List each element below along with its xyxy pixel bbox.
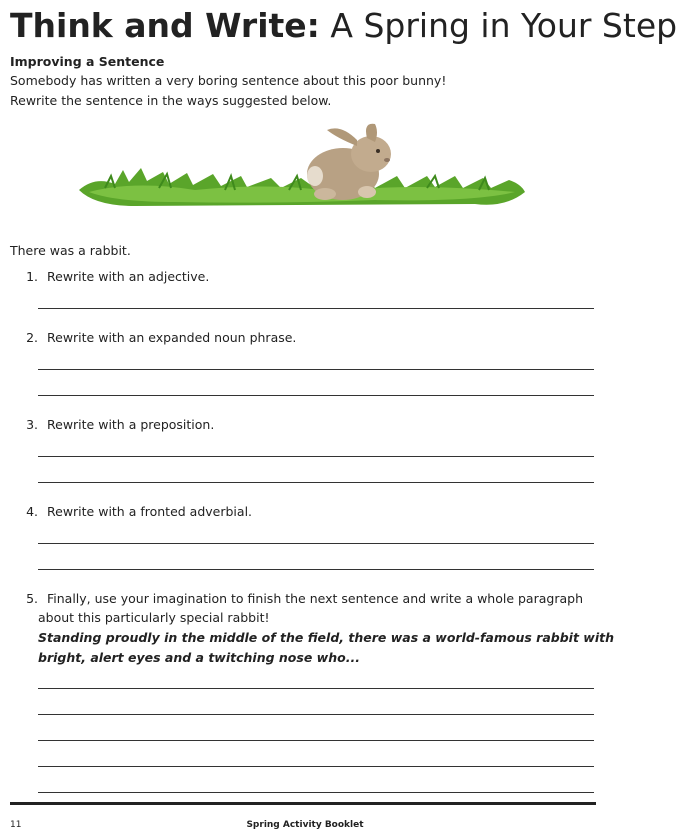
question-4 xyxy=(10,504,252,519)
writing-line[interactable] xyxy=(38,792,594,793)
question-number: 4. xyxy=(26,504,38,519)
question-3 xyxy=(10,417,214,432)
writing-line[interactable] xyxy=(38,456,594,457)
writing-line[interactable] xyxy=(38,569,594,570)
bunny-on-grass-illustration xyxy=(75,118,527,210)
writing-line[interactable] xyxy=(38,308,594,309)
question-5-prompt-line-1: Standing proudly in the middle of the field, there was a world-famous rabbit with xyxy=(38,630,614,645)
question-5-prompt-line-2: bright, alert eyes and a twitching nose who... xyxy=(38,650,360,665)
question-number: 1. xyxy=(26,269,38,284)
question-2 xyxy=(10,330,296,345)
writing-line[interactable] xyxy=(38,714,594,715)
section-heading: Improving a Sentence xyxy=(10,54,165,69)
writing-line[interactable] xyxy=(38,766,594,767)
question-text: Finally, use your imagination to finish the next sentence and write a whole paragraph xyxy=(47,591,583,606)
page-title xyxy=(10,4,677,48)
question-text: Rewrite with a preposition. xyxy=(47,417,215,432)
writing-line[interactable] xyxy=(38,482,594,483)
writing-line[interactable] xyxy=(38,369,594,370)
writing-line[interactable] xyxy=(38,740,594,741)
writing-line[interactable] xyxy=(38,543,594,544)
question-number: 2. xyxy=(26,330,38,345)
writing-line[interactable] xyxy=(38,688,594,689)
booklet-name: Spring Activity Booklet xyxy=(246,820,364,830)
page-title-bold: Think and Write: xyxy=(10,6,320,45)
page-number: 11 xyxy=(10,820,22,830)
intro-line-1: Somebody has written a very boring sentence about this poor bunny! xyxy=(10,73,447,88)
question-text: Rewrite with an adjective. xyxy=(47,269,210,284)
question-number: 5. xyxy=(26,591,38,606)
question-text: Rewrite with a fronted adverbial. xyxy=(47,504,253,519)
footer-rule xyxy=(10,802,596,805)
question-1 xyxy=(10,269,209,284)
question-5 xyxy=(10,591,583,606)
base-sentence: There was a rabbit. xyxy=(10,243,131,258)
intro-line-2: Rewrite the sentence in the ways suggested below. xyxy=(10,93,332,108)
question-text: Rewrite with an expanded noun phrase. xyxy=(47,330,297,345)
page-title-rest: A Spring in Your Step xyxy=(330,6,677,45)
writing-line[interactable] xyxy=(38,395,594,396)
question-5-text-line-2: about this particularly special rabbit! xyxy=(38,610,270,625)
question-number: 3. xyxy=(26,417,38,432)
